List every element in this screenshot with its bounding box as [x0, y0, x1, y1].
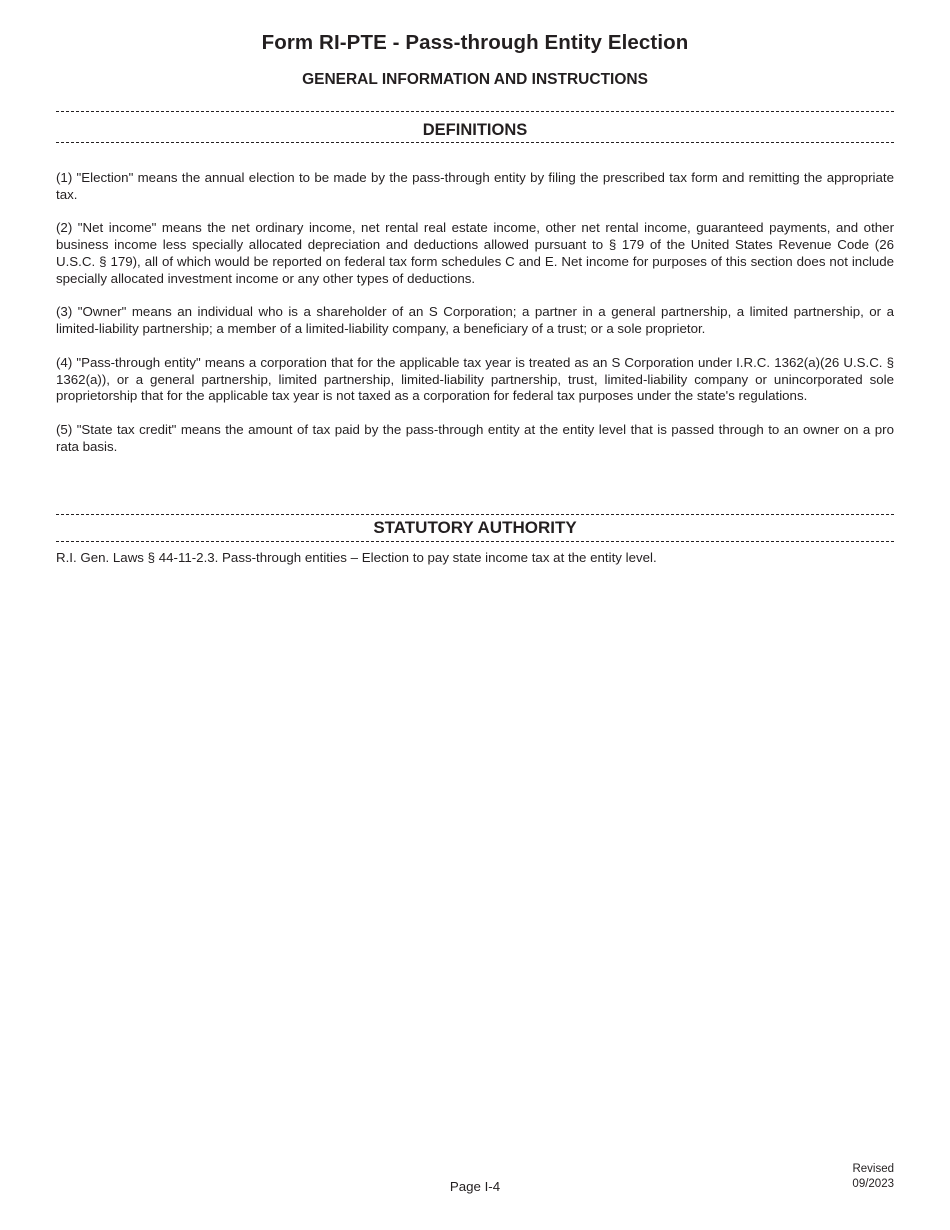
statutory-authority-heading: STATUTORY AUTHORITY — [373, 518, 577, 537]
revised-label: Revised — [852, 1163, 894, 1175]
definitions-heading: DEFINITIONS — [422, 121, 528, 139]
divider-line — [56, 142, 894, 143]
definition-pass-through-entity: (4) "Pass-through entity" means a corporation that for the applicable tax year is treated as an S Corporation under I.R.C. 1362(a)(26 U.S.C. § 1362(a)), or a general partnership, limited partnership, limited-liability partnership, trust, limited-liability company or unincorporated sole proprietorship that for the applicable tax year is not taxed as a corporation for federal tax purposes under the state's regulations. — [56, 354, 894, 404]
document-page — [56, 0, 894, 1230]
definition-net-income: (2) "Net income" means the net ordinary income, net rental real estate income, other net rental income, guaranteed payments, and other business income less specially allocated depreciation and deductions allowed pursuant to § 179 of the United States Revenue Code (26 U.S.C. § 179), all of which would be reported on federal tax form schedules C and E. Net income for purposes of this section does not include specially allocated investment income or any other types of deductions. — [56, 220, 894, 286]
form-subtitle: GENERAL INFORMATION AND INSTRUCTIONS — [302, 71, 648, 88]
definition-election: (1) "Election" means the annual election to be made by the pass-through entity by filing the prescribed tax form and remitting the appropriate tax. — [56, 170, 894, 202]
definition-owner: (3) "Owner" means an individual who is a shareholder of an S Corporation; a partner in a general partnership, a limited partnership, or a limited-liability partnership; a member of a limited-liability company, a beneficiary of a trust; or a sole proprietor. — [56, 304, 894, 337]
divider-line — [56, 541, 894, 542]
divider-line — [56, 111, 894, 112]
definition-state-tax-credit: (5) "State tax credit" means the amount of tax paid by the pass-through entity at the entity level that is passed through to an owner on a pro rata basis. — [56, 421, 894, 454]
definitions-list — [56, 170, 894, 472]
page-number: Page I-4 — [449, 1179, 501, 1194]
form-title: Form RI-PTE - Pass-through Entity Election — [261, 31, 689, 54]
revised-date: 09/2023 — [852, 1178, 894, 1190]
divider-line — [56, 514, 894, 515]
statutory-authority-text: R.I. Gen. Laws § 44-11-2.3. Pass-through entities – Election to pay state income tax at the entity level. — [56, 550, 657, 565]
revision-date — [852, 1162, 894, 1192]
